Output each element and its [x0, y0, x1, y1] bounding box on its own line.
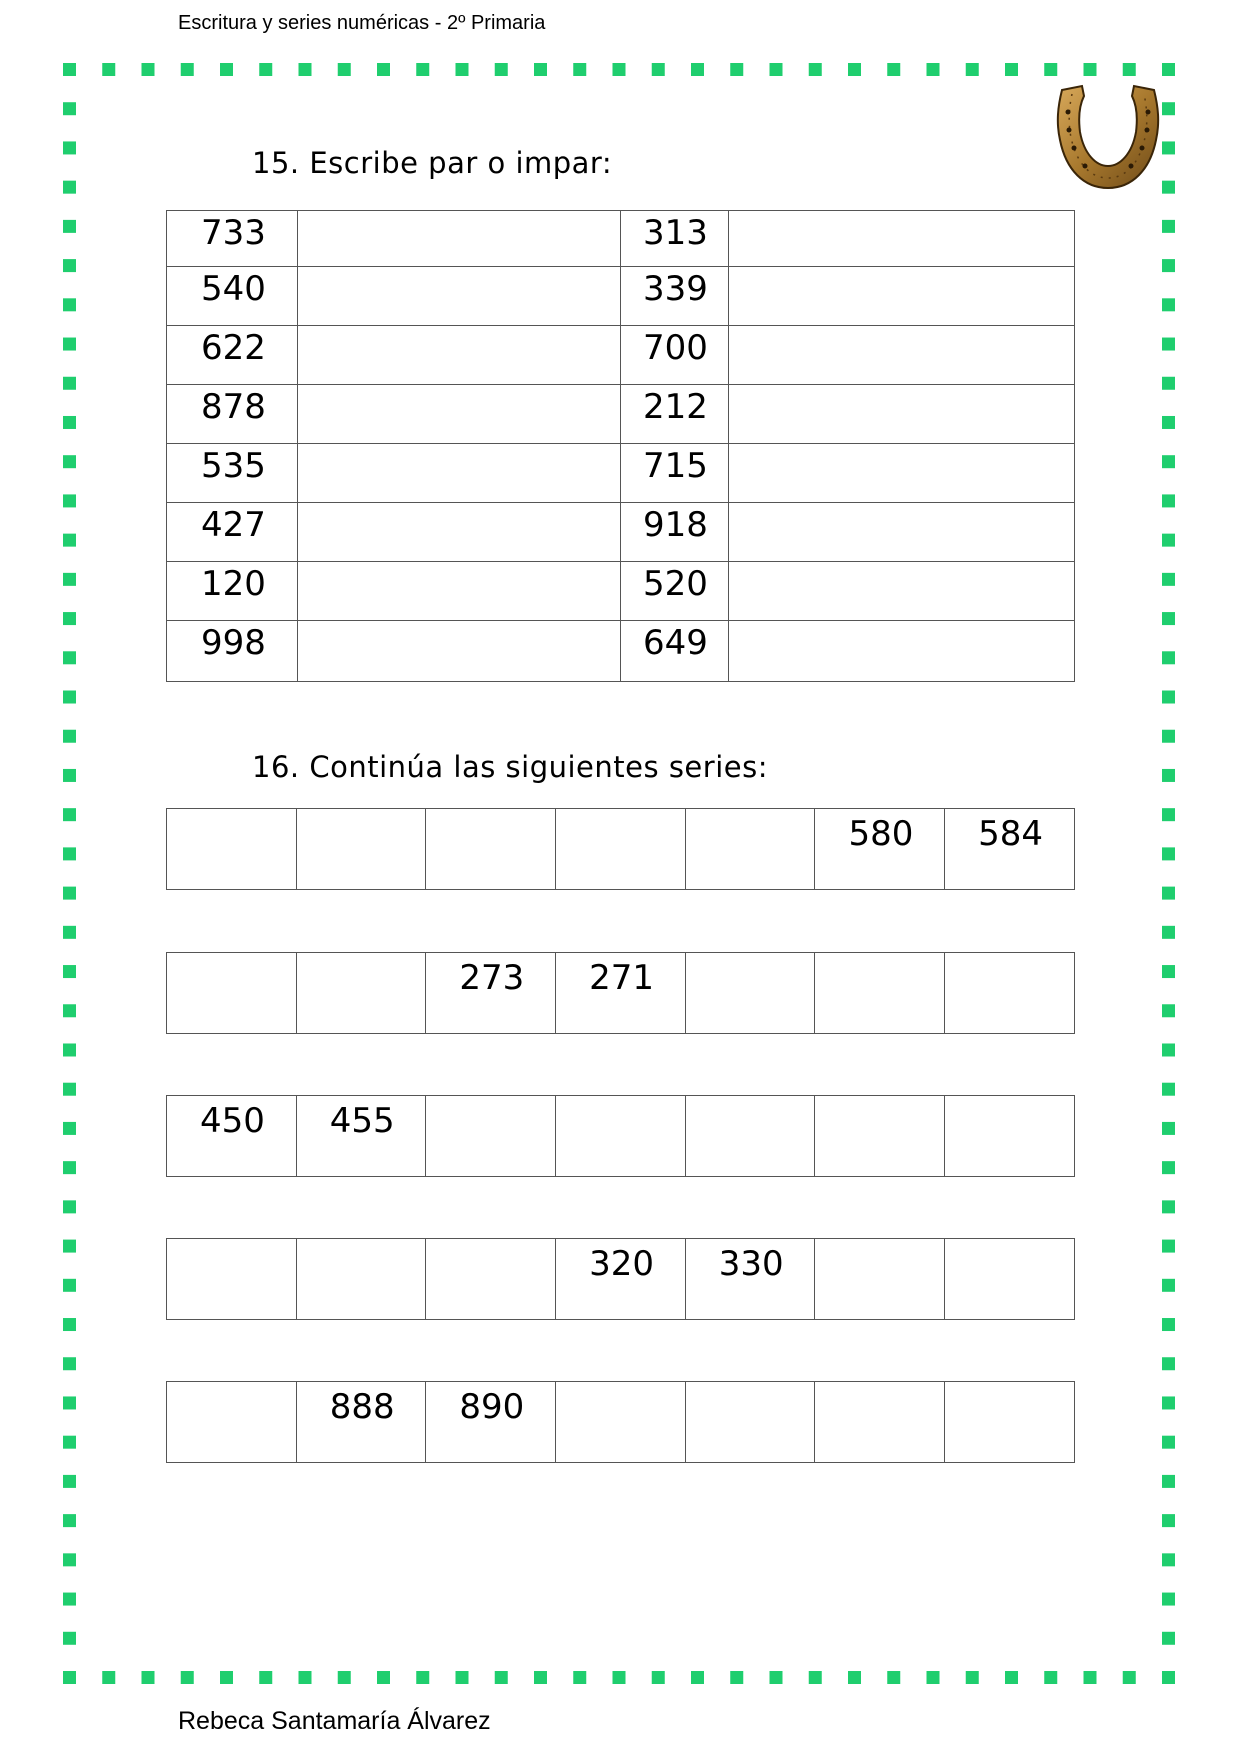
border-dot — [1162, 730, 1175, 743]
series-blank-cell[interactable] — [426, 1096, 556, 1177]
border-dot — [927, 1671, 940, 1684]
border-dot — [63, 1396, 76, 1409]
border-dot — [63, 847, 76, 860]
border-dot — [299, 63, 312, 76]
border-dot — [63, 181, 76, 194]
series-row — [166, 1238, 1075, 1320]
border-dot — [809, 1671, 822, 1684]
border-dot — [495, 1671, 508, 1684]
border-dot — [63, 220, 76, 233]
border-dot — [1162, 1514, 1175, 1527]
answer-cell[interactable] — [729, 326, 1075, 385]
series-blank-cell[interactable] — [685, 1096, 815, 1177]
border-dot — [142, 63, 155, 76]
border-dot — [1162, 1083, 1175, 1096]
border-dot — [1162, 1396, 1175, 1409]
parity-row — [167, 326, 1075, 385]
border-dot — [1123, 63, 1136, 76]
border-dot — [299, 1671, 312, 1684]
answer-cell[interactable] — [298, 385, 621, 444]
border-dot — [613, 1671, 626, 1684]
border-dot — [63, 298, 76, 311]
border-dot — [338, 1671, 351, 1684]
page-header: Escritura y series numéricas - 2º Primaria — [178, 12, 546, 34]
answer-cell[interactable] — [298, 326, 621, 385]
number-cell: 733 — [167, 211, 298, 267]
series-row — [166, 1381, 1075, 1463]
border-dot — [63, 494, 76, 507]
border-dot — [652, 63, 665, 76]
border-dot — [63, 1593, 76, 1606]
border-dot — [848, 63, 861, 76]
border-dot — [1162, 887, 1175, 900]
border-dot — [63, 338, 76, 351]
answer-cell[interactable] — [729, 385, 1075, 444]
border-dot — [1162, 691, 1175, 704]
border-dot — [1162, 494, 1175, 507]
parity-row — [167, 267, 1075, 326]
series-blank-cell[interactable] — [815, 953, 945, 1034]
border-dot — [534, 63, 547, 76]
border-dot — [1005, 63, 1018, 76]
answer-cell[interactable] — [729, 621, 1075, 682]
border-dot — [63, 63, 76, 76]
answer-cell[interactable] — [729, 211, 1075, 267]
answer-cell[interactable] — [729, 503, 1075, 562]
answer-cell[interactable] — [298, 621, 621, 682]
border-dot — [456, 63, 469, 76]
border-dot — [63, 377, 76, 390]
border-dot — [377, 1671, 390, 1684]
border-dot — [1162, 534, 1175, 547]
answer-cell[interactable] — [298, 444, 621, 503]
series-blank-cell[interactable] — [556, 1096, 686, 1177]
border-dot — [730, 1671, 743, 1684]
series-blank-cell[interactable] — [426, 809, 556, 890]
series-row — [166, 808, 1075, 890]
parity-row — [167, 211, 1075, 267]
series-row — [166, 952, 1075, 1034]
border-dot — [1162, 808, 1175, 821]
border-dot — [181, 63, 194, 76]
border-dot — [1162, 1240, 1175, 1253]
border-dot — [1162, 965, 1175, 978]
answer-cell[interactable] — [729, 267, 1075, 326]
answer-cell[interactable] — [729, 562, 1075, 621]
border-dot — [1044, 1671, 1057, 1684]
series-number-cell: 580 — [815, 809, 945, 890]
answer-cell[interactable] — [298, 503, 621, 562]
series-blank-cell[interactable] — [945, 953, 1075, 1034]
series-number-cell: 330 — [685, 1239, 815, 1320]
border-dot — [63, 141, 76, 154]
border-dot — [691, 63, 704, 76]
number-cell: 622 — [167, 326, 298, 385]
series-blank-cell[interactable] — [556, 1382, 686, 1463]
number-cell: 339 — [621, 267, 729, 326]
series-blank-cell[interactable] — [296, 953, 426, 1034]
parity-row — [167, 621, 1075, 682]
border-dot — [63, 1200, 76, 1213]
series-blank-cell[interactable] — [556, 809, 686, 890]
parity-row — [167, 503, 1075, 562]
border-dot — [1162, 1122, 1175, 1135]
border-dot — [63, 1671, 76, 1684]
border-dot — [63, 926, 76, 939]
series-blank-cell[interactable] — [945, 1382, 1075, 1463]
answer-cell[interactable] — [729, 444, 1075, 503]
number-cell: 535 — [167, 444, 298, 503]
series-blank-cell[interactable] — [685, 953, 815, 1034]
series-blank-cell[interactable] — [296, 809, 426, 890]
border-dot — [1162, 338, 1175, 351]
border-dot — [63, 965, 76, 978]
border-dot — [1044, 63, 1057, 76]
border-dot — [63, 651, 76, 664]
series-blank-cell[interactable] — [167, 1382, 297, 1463]
border-dot — [1162, 63, 1175, 76]
border-dot — [887, 1671, 900, 1684]
border-dot — [495, 63, 508, 76]
border-dot — [456, 1671, 469, 1684]
border-dot — [1162, 1279, 1175, 1292]
border-dot — [63, 573, 76, 586]
border-dot — [1162, 1593, 1175, 1606]
border-dot — [534, 1671, 547, 1684]
border-dot — [63, 1043, 76, 1056]
border-dot — [652, 1671, 665, 1684]
border-dot — [1162, 377, 1175, 390]
border-dot — [573, 1671, 586, 1684]
border-dot — [63, 102, 76, 115]
border-dot — [63, 1122, 76, 1135]
series-number-cell: 450 — [167, 1096, 297, 1177]
border-dot — [613, 63, 626, 76]
border-dot — [1084, 1671, 1097, 1684]
series-number-cell: 888 — [296, 1382, 426, 1463]
series-blank-cell[interactable] — [296, 1239, 426, 1320]
horseshoe-icon — [1052, 82, 1164, 194]
border-dot — [573, 63, 586, 76]
series-number-cell: 455 — [296, 1096, 426, 1177]
border-dot — [730, 63, 743, 76]
border-dot — [102, 1671, 115, 1684]
exercise-16-title: 16. Continúa las siguientes series: — [252, 750, 768, 784]
border-dot — [259, 1671, 272, 1684]
border-dot — [1162, 298, 1175, 311]
border-dot — [142, 1671, 155, 1684]
border-dot — [63, 259, 76, 272]
border-dot — [1162, 455, 1175, 468]
border-dot — [63, 1436, 76, 1449]
number-cell: 427 — [167, 503, 298, 562]
number-cell: 715 — [621, 444, 729, 503]
answer-cell[interactable] — [298, 211, 621, 267]
series-blank-cell[interactable] — [426, 1239, 556, 1320]
border-dot — [63, 691, 76, 704]
border-dot — [1162, 1318, 1175, 1331]
border-dot — [181, 1671, 194, 1684]
border-dot — [63, 1357, 76, 1370]
border-dot — [1162, 769, 1175, 782]
border-dot — [63, 1632, 76, 1645]
border-dot — [1162, 1632, 1175, 1645]
series-blank-cell[interactable] — [945, 1239, 1075, 1320]
border-dot — [63, 1161, 76, 1174]
series-number-cell: 271 — [556, 953, 686, 1034]
number-cell: 520 — [621, 562, 729, 621]
border-dot — [220, 1671, 233, 1684]
border-dot — [416, 63, 429, 76]
series-blank-cell[interactable] — [685, 809, 815, 890]
number-cell: 649 — [621, 621, 729, 682]
series-blank-cell[interactable] — [167, 1239, 297, 1320]
number-cell: 313 — [621, 211, 729, 267]
border-dot — [377, 63, 390, 76]
series-blank-cell[interactable] — [945, 1096, 1075, 1177]
border-dot — [887, 63, 900, 76]
border-dot — [966, 63, 979, 76]
border-dot — [770, 63, 783, 76]
parity-table — [166, 210, 1075, 682]
border-dot — [63, 1475, 76, 1488]
border-dot — [1162, 1161, 1175, 1174]
border-dot — [63, 730, 76, 743]
number-cell: 878 — [167, 385, 298, 444]
border-dot — [966, 1671, 979, 1684]
border-dot — [63, 1083, 76, 1096]
parity-row — [167, 562, 1075, 621]
border-dot — [63, 534, 76, 547]
border-dot — [63, 612, 76, 625]
series-number-cell: 273 — [426, 953, 556, 1034]
border-dot — [1005, 1671, 1018, 1684]
number-cell: 540 — [167, 267, 298, 326]
border-dot — [63, 1240, 76, 1253]
border-dot — [220, 63, 233, 76]
border-dot — [1162, 847, 1175, 860]
border-dot — [63, 1553, 76, 1566]
parity-row — [167, 444, 1075, 503]
series-blank-cell[interactable] — [815, 1096, 945, 1177]
border-dot — [1162, 1004, 1175, 1017]
border-dot — [63, 455, 76, 468]
border-dot — [338, 63, 351, 76]
border-dot — [691, 1671, 704, 1684]
border-dot — [1162, 1553, 1175, 1566]
border-dot — [1162, 1475, 1175, 1488]
exercise-15-title: 15. Escribe par o impar: — [252, 146, 613, 180]
border-dot — [927, 63, 940, 76]
border-dot — [770, 1671, 783, 1684]
border-dot — [809, 63, 822, 76]
answer-cell[interactable] — [298, 562, 621, 621]
number-cell: 998 — [167, 621, 298, 682]
border-dot — [848, 1671, 861, 1684]
series-blank-cell[interactable] — [685, 1382, 815, 1463]
border-dot — [1162, 416, 1175, 429]
border-dot — [416, 1671, 429, 1684]
page-footer: Rebeca Santamaría Álvarez — [178, 1707, 491, 1735]
border-dot — [63, 769, 76, 782]
border-dot — [1162, 612, 1175, 625]
number-cell: 120 — [167, 562, 298, 621]
border-dot — [63, 887, 76, 900]
border-dot — [63, 1004, 76, 1017]
border-dot — [1162, 1043, 1175, 1056]
border-dot — [63, 808, 76, 821]
border-dot — [1162, 1357, 1175, 1370]
parity-row — [167, 385, 1075, 444]
border-dot — [1162, 651, 1175, 664]
series-blank-cell[interactable] — [167, 809, 297, 890]
series-row — [166, 1095, 1075, 1177]
border-dot — [1162, 573, 1175, 586]
answer-cell[interactable] — [298, 267, 621, 326]
border-dot — [259, 63, 272, 76]
series-blank-cell[interactable] — [167, 953, 297, 1034]
border-dot — [1123, 1671, 1136, 1684]
series-number-cell: 320 — [556, 1239, 686, 1320]
series-blank-cell[interactable] — [815, 1239, 945, 1320]
border-dot — [63, 1318, 76, 1331]
border-dot — [1084, 63, 1097, 76]
border-dot — [1162, 1671, 1175, 1684]
series-blank-cell[interactable] — [815, 1382, 945, 1463]
border-dot — [63, 1279, 76, 1292]
border-dot — [102, 63, 115, 76]
border-dot — [1162, 926, 1175, 939]
number-cell: 212 — [621, 385, 729, 444]
border-dot — [1162, 259, 1175, 272]
border-dot — [1162, 1436, 1175, 1449]
border-dot — [1162, 220, 1175, 233]
border-dot — [63, 1514, 76, 1527]
series-number-cell: 890 — [426, 1382, 556, 1463]
number-cell: 700 — [621, 326, 729, 385]
border-dot — [1162, 1200, 1175, 1213]
border-dot — [63, 416, 76, 429]
series-number-cell: 584 — [945, 809, 1075, 890]
number-cell: 918 — [621, 503, 729, 562]
